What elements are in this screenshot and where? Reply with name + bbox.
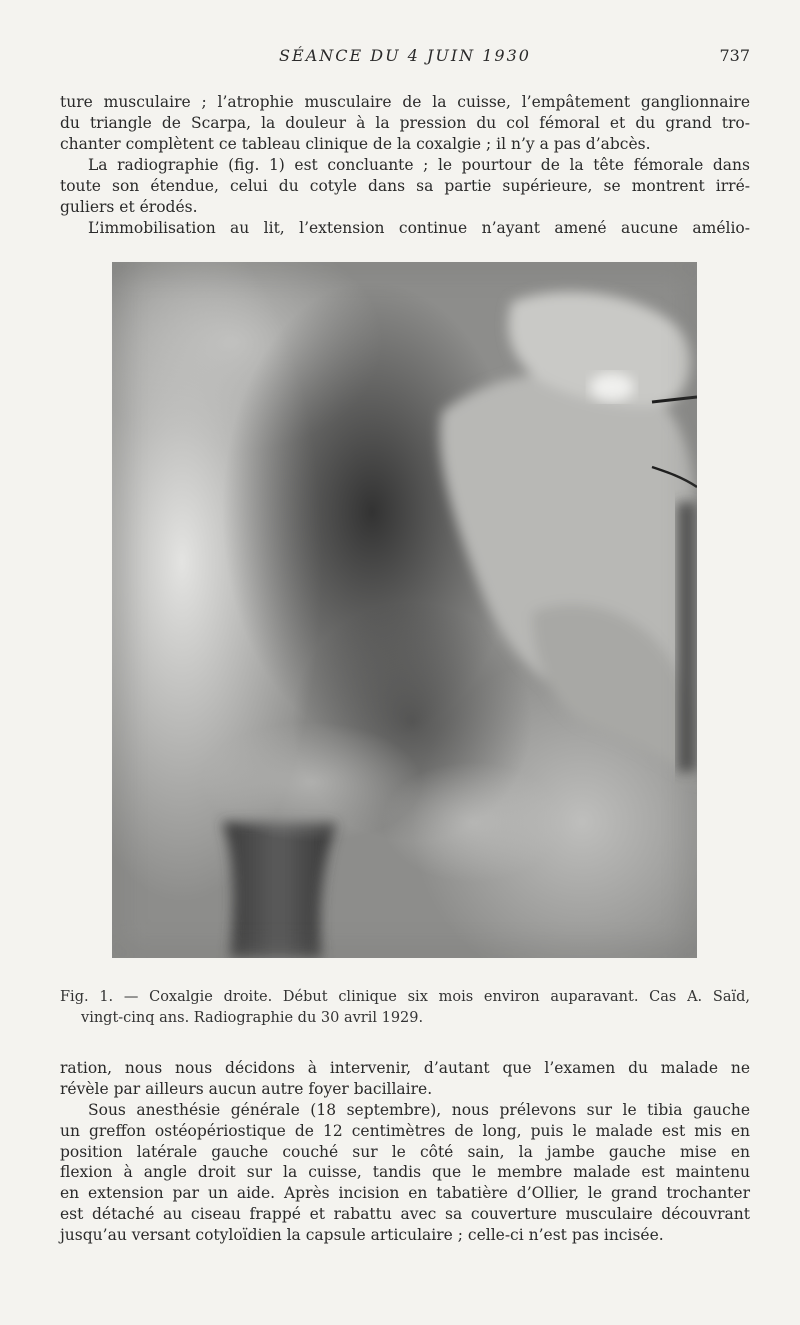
running-header <box>60 46 750 70</box>
text-line: du triangle de Scarpa, la douleur à la pression du col fémoral et du grand tro- <box>60 113 750 132</box>
paragraph-4 <box>60 1058 750 1100</box>
text-line: est détaché au ciseau frappé et rabattu avec sa couverture musculaire découvrant <box>60 1204 750 1223</box>
text-line: Sous anesthésie générale (18 septembre), nous prélevons sur le tibia gauche <box>88 1101 750 1119</box>
caption-line: vingt-cinq ans. Radiographie du 30 avril 1929. <box>81 1010 424 1026</box>
text-line: flexion à angle droit sur la cuisse, tandis que le membre malade est maintenu <box>60 1163 750 1182</box>
radiograph-figure <box>112 262 697 958</box>
page-number: 737 <box>719 46 750 65</box>
text-line: jusqu’au versant cotyloïdien la capsule articulaire ; celle-ci n’est pas incisée. <box>60 1225 664 1244</box>
text-line: toute son étendue, celui du cotyle dans sa partie supérieure, se montrent irré- <box>60 176 750 195</box>
paragraph-5 <box>60 1100 750 1246</box>
radiograph-image <box>112 262 697 958</box>
caption-line: Fig. 1. — Coxalgie droite. Début clinique six mois environ auparavant. Cas A. Saïd, <box>60 989 750 1005</box>
figure-caption <box>60 987 750 1029</box>
text-line: guliers et érodés. <box>60 197 198 216</box>
paragraph-1 <box>60 92 750 154</box>
running-title: SÉANCE DU 4 JUIN 1930 <box>279 46 531 65</box>
text-line: ture musculaire ; l’atrophie musculaire de la cuisse, l’empâtement ganglionnaire <box>60 93 750 111</box>
text-line: La radiographie (fig. 1) est concluante ; le pourtour de la tête fémorale dans <box>88 156 750 174</box>
paragraph-3 <box>60 218 750 239</box>
text-line: un greffon ostéopériostique de 12 centimètres de long, puis le malade est mis en <box>60 1121 750 1140</box>
text-line: révèle par ailleurs aucun autre foyer bacillaire. <box>60 1079 433 1098</box>
paragraph-2 <box>60 155 750 217</box>
text-line: en extension par un aide. Après incision en tabatière d’Ollier, le grand trochanter <box>60 1184 750 1203</box>
text-line: position latérale gauche couché sur le côté sain, la jambe gauche mise en <box>60 1142 750 1161</box>
text-line: L’immobilisation au lit, l’extension continue n’ayant amené aucune amélio- <box>88 219 750 237</box>
text-line: ration, nous nous décidons à intervenir, d’autant que l’examen du malade ne <box>60 1059 750 1077</box>
text-line: chanter complètent ce tableau clinique de la coxalgie ; il n’y a pas d’abcès. <box>60 134 651 153</box>
